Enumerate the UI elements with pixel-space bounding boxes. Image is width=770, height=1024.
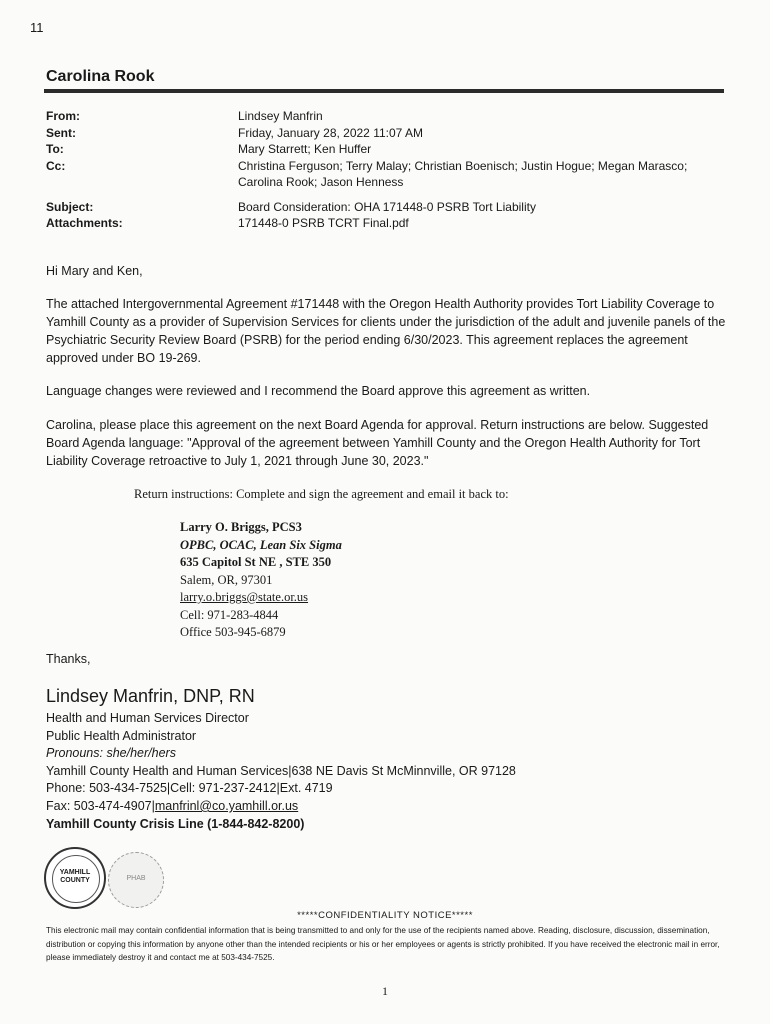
- closing: Thanks,: [46, 652, 91, 666]
- body-paragraph-2: Language changes were reviewed and I recommend the Board approve this agreement as written.: [46, 384, 591, 398]
- contact-cell: Cell: 971-283-4844: [180, 607, 279, 622]
- cc-line-1: Christina Ferguson; Terry Malay; Christian Boenisch; Justin Hogue; Megan Marasco;: [238, 158, 688, 173]
- signature-title-2: Public Health Administrator: [46, 728, 197, 743]
- signature-fax-line: [46, 798, 726, 816]
- county-seal-logo: [44, 847, 106, 909]
- cc-line-2: Carolina Rook; Jason Henness: [238, 175, 404, 189]
- cc-label: Cc:: [46, 158, 66, 173]
- header-divider: [44, 89, 724, 93]
- accreditation-text: PHAB: [126, 875, 146, 882]
- page-marker: 11: [30, 20, 44, 35]
- contact-address-line-2: Salem, OR, 97301: [180, 572, 273, 587]
- recipient-name: Carolina Rook: [46, 68, 155, 85]
- contact-office: Office 503-945-6879: [180, 625, 286, 639]
- greeting: Hi Mary and Ken,: [46, 264, 143, 278]
- signature-title-1: Health and Human Services Director: [46, 711, 249, 725]
- crisis-line: Yamhill County Crisis Line (1-844-842-8200): [46, 816, 305, 831]
- subject-label: Subject:: [46, 199, 94, 214]
- sent-row: [46, 125, 726, 142]
- from-row: [46, 108, 726, 125]
- contact-credentials: OPBC, OCAC, Lean Six Sigma: [180, 537, 342, 552]
- attachments-row: [46, 215, 726, 232]
- signature-pronouns: Pronouns: she/her/hers: [46, 746, 176, 761]
- email-header: [46, 108, 726, 232]
- body-paragraph-1: The attached Intergovernmental Agreement #171448 with the Oregon Health Authority provides Tort Liability Coverage to Yamhill County as a provider of Supervision Services for clients under the jurisdiction of the adult and juvenile panels of the Psychiatric Security Review Board (PSRB) for the period ending 6/30/2023. This agreement replaces the agreement approved under BO 19-269.: [46, 297, 726, 365]
- page-number: 1: [382, 984, 388, 998]
- county-seal-text: YAMHILL COUNTY: [59, 869, 91, 884]
- sent-label: Sent:: [46, 125, 76, 140]
- signature-phone: Phone: 503-434-7525|Cell: 971-237-2412|Ext. 4719: [46, 781, 333, 796]
- return-instructions: Return instructions: Complete and sign the agreement and email it back to:: [134, 487, 509, 501]
- contact-name: Larry O. Briggs, PCS3: [180, 520, 302, 534]
- subject-value: Board Consideration: OHA 171448-0 PSRB Tort Liability: [238, 199, 536, 214]
- signature-address: Yamhill County Health and Human Services|638 NE Davis St McMinnville, OR 97128: [46, 763, 516, 778]
- from-label: From:: [46, 109, 80, 123]
- cc-row: [46, 158, 726, 191]
- contact-email-link[interactable]: larry.o.briggs@state.or.us: [180, 590, 309, 604]
- confidentiality-title: *****CONFIDENTIALITY NOTICE*****: [297, 910, 473, 921]
- confidentiality-text: This electronic mail may contain confidential information that is being transmitted to and only for the use of the recipients named above. Reading, disclosure, discussion, dissemination, distribution or copying this information by anyone other than the intended recipients or his or her employees or agents is strictly prohibited. If you have received the electronic mail in error, please immediately destroy it and contact me at 503-434-7525.: [46, 926, 720, 962]
- attachment-file[interactable]: 171448-0 PSRB TCRT Final.pdf: [238, 216, 409, 230]
- signature-name: Lindsey Manfrin, DNP, RN: [46, 686, 255, 706]
- to-label: To:: [46, 142, 64, 156]
- subject-row: [46, 199, 726, 216]
- attachments-label: Attachments:: [46, 216, 123, 230]
- to-value: Mary Starrett; Ken Huffer: [238, 142, 372, 156]
- signature-block: [46, 710, 726, 833]
- signature-fax: Fax: 503-474-4907|: [46, 798, 155, 813]
- return-contact-block: [180, 519, 342, 642]
- sent-value: Friday, January 28, 2022 11:07 AM: [238, 125, 423, 140]
- signature-email-link[interactable]: manfrinl@co.yamhill.or.us: [154, 798, 299, 813]
- to-row: [46, 141, 726, 158]
- from-value: Lindsey Manfrin: [238, 109, 323, 123]
- cc-value: [238, 158, 726, 191]
- contact-address-line-1: 635 Capitol St NE , STE 350: [180, 555, 332, 569]
- body-paragraph-3: Carolina, please place this agreement on the next Board Agenda for approval. Return instructions are below. Suggested Board Agenda language: "Approval of the agreement between Yamhill County and the Oregon Health Authority for Tort Liability Coverage retroactive to July 1, 2021 through June 30, 2023.": [46, 418, 709, 468]
- accreditation-logo: [108, 852, 164, 908]
